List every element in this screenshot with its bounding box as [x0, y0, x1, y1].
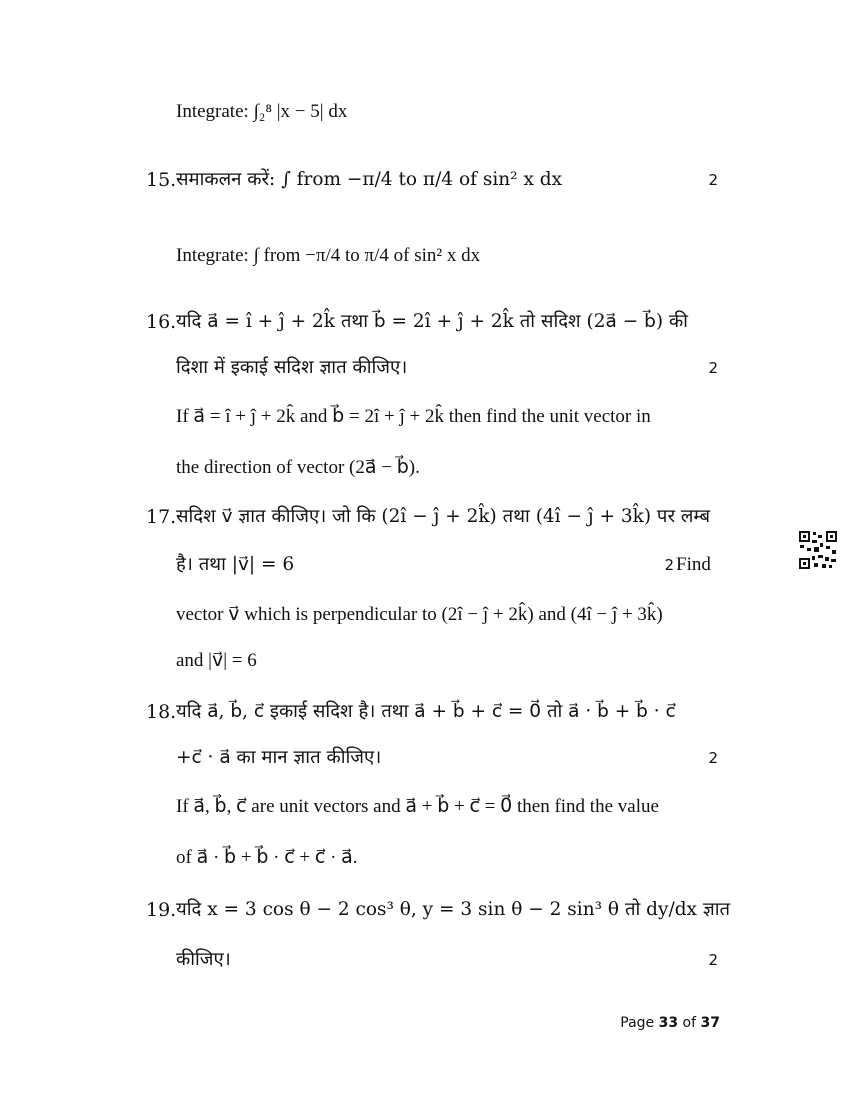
- page-total: 37: [700, 1015, 720, 1031]
- q18-number: 18.: [146, 701, 177, 723]
- q17-marks: 2: [664, 556, 674, 574]
- q15-english-line: Integrate: ∫ from −π/4 to π/4 of sin² x dx: [176, 245, 481, 266]
- q15-number: 15.: [146, 169, 177, 191]
- page-footer: [620, 1015, 720, 1031]
- q15-marks: 2: [708, 171, 718, 189]
- q14-english-line: Integrate: ∫₂⁸ |x − 5| dx: [176, 101, 348, 122]
- q19-hindi-line-2: कीजिए।: [176, 949, 231, 970]
- q17-english-line-1: vector v⃗ which is perpendicular to (2î − ĵ + 2k̂) and (4î − ĵ + 3k̂): [176, 604, 663, 625]
- page-of: of: [678, 1015, 701, 1031]
- q16-number: 16.: [146, 311, 177, 333]
- q18-english-line-1: If a⃗, b⃗, c⃗ are unit vectors and a⃗ + b⃗ + c⃗ = 0⃗ then find the value: [176, 796, 659, 817]
- q16-english-line-1: If a⃗ = î + ĵ + 2k̂ and b⃗ = 2î + ĵ + 2k̂ then find the unit vector in: [176, 406, 651, 427]
- q19-hindi-line-1: यदि x = 3 cos θ − 2 cos³ θ, y = 3 sin θ − 2 sin³ θ तो dy/dx ज्ञात: [176, 899, 731, 920]
- q16-hindi-line-1: यदि a⃗ = î + ĵ + 2k̂ तथा b⃗ = 2î + ĵ + 2k̂ तो सदिश (2a⃗ − b⃗) की: [176, 311, 688, 332]
- q19-number: 19.: [146, 899, 177, 921]
- q17-hindi-line-1: सदिश v⃗ ज्ञात कीजिए। जो कि (2î − ĵ + 2k̂) तथा (4î − ĵ + 3k̂) पर लम्ब: [176, 506, 711, 527]
- page-prefix: Page: [620, 1015, 659, 1031]
- qr-code-icon: [798, 530, 838, 570]
- q16-hindi-line-2: दिशा में इकाई सदिश ज्ञात कीजिए।: [176, 357, 408, 378]
- q18-hindi-line-2: +c⃗ · a⃗ का मान ज्ञात कीजिए।: [176, 747, 382, 768]
- q18-marks: 2: [708, 749, 718, 767]
- q16-marks: 2: [708, 359, 718, 377]
- q15-hindi-line: समाकलन करें: ∫ from −π/4 to π/4 of sin² x dx: [176, 169, 563, 190]
- q19-marks: 2: [708, 951, 718, 969]
- q18-english-line-2: of a⃗ · b⃗ + b⃗ · c⃗ + c⃗ · a⃗.: [176, 847, 358, 868]
- q17-number: 17.: [146, 506, 177, 528]
- page-current: 33: [658, 1015, 679, 1031]
- q18-hindi-line-1: यदि a⃗, b⃗, c⃗ इकाई सदिश है। तथा a⃗ + b⃗ + c⃗ = 0⃗ तो a⃗ · b⃗ + b⃗ · c⃗: [176, 701, 676, 722]
- q17-hindi-line-2: है। तथा |v⃗| = 6: [176, 554, 295, 575]
- q17-english-line-2: and |v⃗| = 6: [176, 650, 257, 671]
- q17-find-label: Find: [676, 554, 711, 575]
- q16-english-line-2: the direction of vector (2a⃗ − b⃗).: [176, 457, 420, 478]
